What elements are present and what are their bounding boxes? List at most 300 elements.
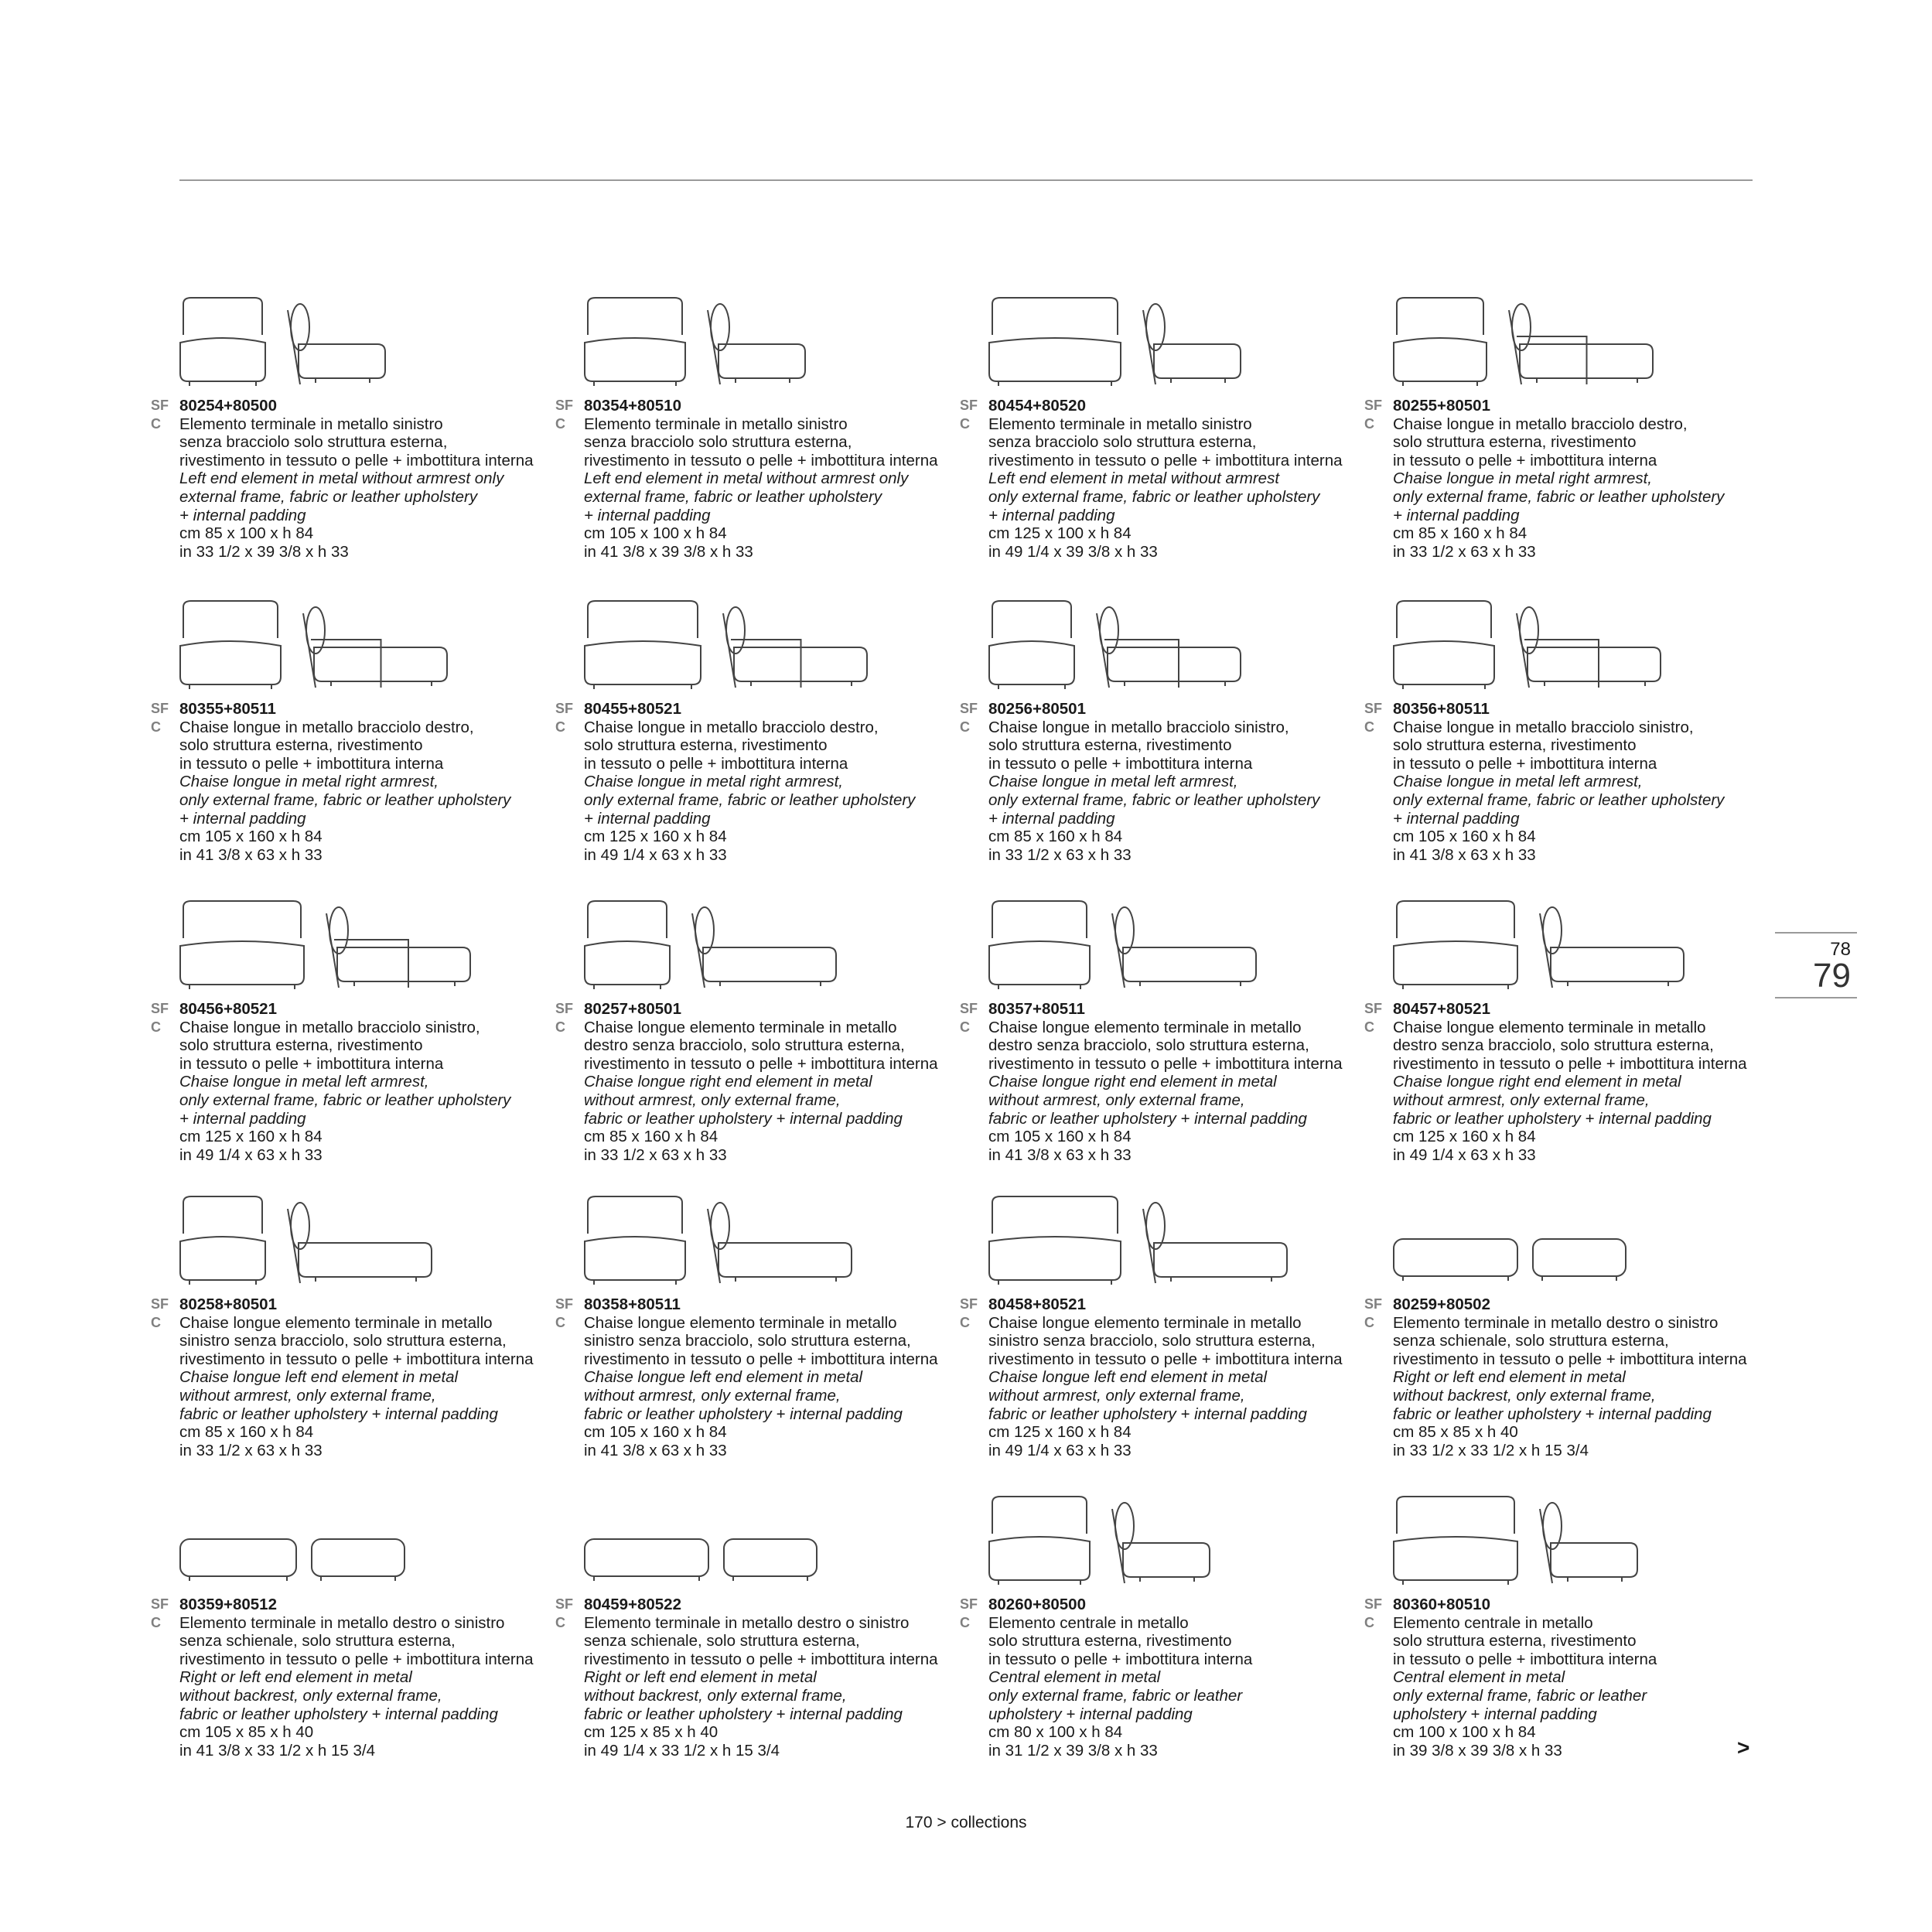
product-item bbox=[960, 589, 1362, 864]
c-label: C bbox=[960, 1019, 970, 1035]
description-italian: rivestimento in tessuto o pelle + imbottitura interna bbox=[1393, 1054, 1747, 1073]
description-italian: sinistro senza bracciolo, solo struttura esterna, bbox=[584, 1332, 911, 1350]
description-italian: Chaise longue in metallo bracciolo sinistro, bbox=[988, 718, 1289, 736]
product-drawing bbox=[151, 286, 553, 391]
c-label: C bbox=[555, 1315, 565, 1330]
description-italian: senza bracciolo solo struttura esterna, bbox=[584, 433, 852, 452]
description-italian: in tessuto o pelle + imbottitura interna bbox=[179, 754, 444, 773]
sf-label: SF bbox=[151, 1296, 169, 1312]
product-line-drawing bbox=[555, 889, 880, 994]
product-code: 80356+80511 bbox=[1393, 700, 1490, 718]
product-item bbox=[960, 286, 1362, 561]
description-english: only external frame, fabric or leather bbox=[1393, 1686, 1647, 1705]
description-english: without armrest, only external frame, bbox=[584, 1091, 841, 1109]
product-line-drawing bbox=[960, 889, 1285, 994]
product-code: 80358+80511 bbox=[584, 1295, 681, 1313]
description-english: fabric or leather upholstery + internal padding bbox=[988, 1405, 1307, 1423]
product-code: 80255+80501 bbox=[1393, 397, 1490, 415]
dimensions: cm 85 x 160 x h 84 bbox=[179, 1423, 314, 1442]
description-italian: Chaise longue elemento terminale in metallo bbox=[179, 1313, 493, 1332]
c-label: C bbox=[1364, 416, 1374, 432]
description-english: + internal padding bbox=[1393, 809, 1520, 828]
dimensions: in 39 3/8 x 39 3/8 x h 33 bbox=[1393, 1741, 1562, 1760]
description-italian: rivestimento in tessuto o pelle + imbottitura interna bbox=[179, 1650, 534, 1668]
description-italian: Chaise longue elemento terminale in metallo bbox=[1393, 1018, 1706, 1036]
c-label: C bbox=[1364, 1019, 1374, 1035]
product-description bbox=[960, 1596, 1362, 1760]
description-english: fabric or leather upholstery + internal padding bbox=[179, 1705, 498, 1723]
description-italian: in tessuto o pelle + imbottitura interna bbox=[1393, 754, 1657, 773]
description-english: fabric or leather upholstery + internal padding bbox=[988, 1109, 1307, 1128]
description-english: Chaise longue right end element in metal bbox=[988, 1073, 1277, 1091]
c-label: C bbox=[151, 416, 161, 432]
dimensions: in 41 3/8 x 39 3/8 x h 33 bbox=[584, 542, 753, 561]
product-description bbox=[1364, 1596, 1766, 1760]
c-label: C bbox=[151, 1615, 161, 1630]
dimensions: in 33 1/2 x 63 x h 33 bbox=[179, 1441, 323, 1459]
description-english: Chaise longue in metal right armrest, bbox=[179, 773, 439, 791]
description-english: only external frame, fabric or leather upholstery bbox=[988, 790, 1320, 809]
dimensions: cm 125 x 100 x h 84 bbox=[988, 524, 1132, 543]
description-italian: rivestimento in tessuto o pelle + imbottitura interna bbox=[584, 451, 938, 469]
product-item bbox=[960, 889, 1362, 1164]
description-english: fabric or leather upholstery + internal padding bbox=[179, 1405, 498, 1423]
product-line-drawing bbox=[151, 286, 476, 391]
description-english: Chaise longue right end element in metal bbox=[584, 1073, 872, 1091]
dimensions: cm 105 x 160 x h 84 bbox=[1393, 828, 1536, 846]
description-english: fabric or leather upholstery + internal padding bbox=[1393, 1405, 1712, 1423]
description-italian: rivestimento in tessuto o pelle + imbottitura interna bbox=[584, 1650, 938, 1668]
dimensions: in 41 3/8 x 63 x h 33 bbox=[179, 845, 323, 864]
description-english: only external frame, fabric or leather upholstery bbox=[1393, 790, 1725, 809]
page-number-rule-top bbox=[1775, 932, 1857, 934]
description-italian: solo struttura esterna, rivestimento bbox=[988, 736, 1232, 755]
description-english: Right or left end element in metal bbox=[179, 1668, 412, 1687]
description-italian: rivestimento in tessuto o pelle + imbottitura interna bbox=[179, 1350, 534, 1368]
description-english: Chaise longue in metal left armrest, bbox=[1393, 773, 1643, 791]
sf-label: SF bbox=[960, 1001, 978, 1016]
dimensions: cm 105 x 160 x h 84 bbox=[584, 1423, 727, 1442]
sf-label: SF bbox=[151, 701, 169, 716]
description-english: fabric or leather upholstery + internal padding bbox=[584, 1405, 903, 1423]
description-italian: Elemento centrale in metallo bbox=[1393, 1613, 1593, 1632]
product-line-drawing bbox=[1364, 1185, 1689, 1289]
product-description bbox=[151, 1000, 553, 1164]
product-item bbox=[1364, 589, 1766, 864]
dimensions: cm 85 x 160 x h 84 bbox=[988, 828, 1123, 846]
c-label: C bbox=[1364, 1315, 1374, 1330]
product-description bbox=[1364, 397, 1766, 561]
description-italian: Chaise longue in metallo bracciolo destro, bbox=[1393, 415, 1688, 433]
sf-label: SF bbox=[1364, 398, 1383, 413]
description-italian: solo struttura esterna, rivestimento bbox=[584, 736, 828, 755]
description-italian: in tessuto o pelle + imbottitura interna bbox=[1393, 1650, 1657, 1668]
dimensions: in 33 1/2 x 63 x h 33 bbox=[1393, 542, 1536, 561]
c-label: C bbox=[151, 719, 161, 735]
page-number-right: 79 bbox=[1813, 957, 1851, 995]
product-drawing bbox=[151, 589, 553, 694]
sf-label: SF bbox=[1364, 1296, 1383, 1312]
product-line-drawing bbox=[555, 589, 880, 694]
product-description bbox=[555, 397, 957, 561]
product-description bbox=[1364, 1295, 1766, 1459]
description-italian: rivestimento in tessuto o pelle + imbottitura interna bbox=[584, 1054, 938, 1073]
top-divider bbox=[179, 179, 1753, 181]
product-item bbox=[151, 1185, 553, 1459]
description-english: Right or left end element in metal bbox=[1393, 1368, 1626, 1387]
product-drawing bbox=[555, 589, 957, 694]
description-english: Chaise longue in metal left armrest, bbox=[179, 1073, 429, 1091]
description-english: upholstery + internal padding bbox=[1393, 1705, 1597, 1723]
description-english: external frame, fabric or leather upholstery bbox=[584, 487, 882, 506]
c-label: C bbox=[151, 1315, 161, 1330]
product-line-drawing bbox=[555, 1485, 880, 1589]
page-number-rule-bottom bbox=[1775, 997, 1857, 998]
product-item bbox=[151, 889, 553, 1164]
description-italian: rivestimento in tessuto o pelle + imbottitura interna bbox=[988, 451, 1343, 469]
description-italian: senza schienale, solo struttura esterna, bbox=[179, 1632, 456, 1650]
product-line-drawing bbox=[1364, 1485, 1689, 1589]
product-code: 80355+80511 bbox=[179, 700, 276, 718]
product-line-drawing bbox=[960, 1185, 1285, 1289]
product-line-drawing bbox=[1364, 589, 1689, 694]
description-italian: in tessuto o pelle + imbottitura interna bbox=[988, 1650, 1253, 1668]
product-drawing bbox=[1364, 1185, 1766, 1289]
description-italian: Elemento terminale in metallo destro o sinistro bbox=[179, 1613, 505, 1632]
page-number-left: 78 bbox=[1830, 939, 1851, 960]
product-item bbox=[1364, 1185, 1766, 1459]
description-english: Chaise longue right end element in metal bbox=[1393, 1073, 1681, 1091]
product-drawing bbox=[960, 889, 1362, 994]
c-label: C bbox=[151, 1019, 161, 1035]
product-drawing bbox=[1364, 286, 1766, 391]
description-italian: solo struttura esterna, rivestimento bbox=[1393, 433, 1637, 452]
product-code: 80259+80502 bbox=[1393, 1295, 1490, 1313]
product-code: 80254+80500 bbox=[179, 397, 277, 415]
description-italian: Chaise longue elemento terminale in metallo bbox=[988, 1018, 1302, 1036]
dimensions: cm 100 x 100 x h 84 bbox=[1393, 1723, 1536, 1742]
description-english: Left end element in metal without armrest only bbox=[584, 469, 909, 488]
description-italian: sinistro senza bracciolo, solo struttura esterna, bbox=[179, 1332, 507, 1350]
description-italian: senza bracciolo solo struttura esterna, bbox=[988, 433, 1257, 452]
product-line-drawing bbox=[555, 286, 880, 391]
description-italian: senza bracciolo solo struttura esterna, bbox=[179, 433, 448, 452]
product-description bbox=[151, 1295, 553, 1459]
description-italian: Chaise longue elemento terminale in metallo bbox=[988, 1313, 1302, 1332]
dimensions: in 41 3/8 x 33 1/2 x h 15 3/4 bbox=[179, 1741, 376, 1760]
product-line-drawing bbox=[151, 889, 476, 994]
description-english: + internal padding bbox=[1393, 506, 1520, 524]
description-english: Central element in metal bbox=[1393, 1668, 1565, 1687]
dimensions: in 49 1/4 x 39 3/8 x h 33 bbox=[988, 542, 1158, 561]
sf-label: SF bbox=[555, 398, 574, 413]
product-drawing bbox=[555, 286, 957, 391]
description-english: + internal padding bbox=[584, 809, 711, 828]
description-italian: destro senza bracciolo, solo struttura esterna, bbox=[988, 1036, 1309, 1055]
product-item bbox=[1364, 286, 1766, 561]
description-italian: solo struttura esterna, rivestimento bbox=[179, 1036, 423, 1055]
product-description bbox=[960, 1295, 1362, 1459]
product-drawing bbox=[960, 286, 1362, 391]
c-label: C bbox=[555, 1019, 565, 1035]
description-english: fabric or leather upholstery + internal padding bbox=[584, 1705, 903, 1723]
description-english: + internal padding bbox=[179, 1109, 306, 1128]
description-english: without armrest, only external frame, bbox=[179, 1386, 436, 1405]
description-english: + internal padding bbox=[179, 809, 306, 828]
description-italian: senza schienale, solo struttura esterna, bbox=[584, 1632, 860, 1650]
c-label: C bbox=[960, 416, 970, 432]
dimensions: in 49 1/4 x 63 x h 33 bbox=[179, 1145, 323, 1164]
c-label: C bbox=[555, 1615, 565, 1630]
description-english: fabric or leather upholstery + internal padding bbox=[1393, 1109, 1712, 1128]
description-italian: solo struttura esterna, rivestimento bbox=[988, 1632, 1232, 1650]
product-item bbox=[555, 286, 957, 561]
dimensions: in 33 1/2 x 33 1/2 x h 15 3/4 bbox=[1393, 1441, 1589, 1459]
product-line-drawing bbox=[1364, 889, 1689, 994]
product-drawing bbox=[1364, 589, 1766, 694]
product-code: 80456+80521 bbox=[179, 1000, 277, 1018]
description-english: only external frame, fabric or leather upholstery bbox=[584, 790, 916, 809]
description-english: Chaise longue in metal left armrest, bbox=[988, 773, 1238, 791]
description-italian: senza schienale, solo struttura esterna, bbox=[1393, 1332, 1669, 1350]
description-english: upholstery + internal padding bbox=[988, 1705, 1193, 1723]
dimensions: cm 125 x 160 x h 84 bbox=[179, 1128, 323, 1146]
description-italian: Chaise longue in metallo bracciolo destro, bbox=[179, 718, 474, 736]
sf-label: SF bbox=[960, 701, 978, 716]
product-drawing bbox=[555, 1485, 957, 1589]
description-italian: solo struttura esterna, rivestimento bbox=[1393, 1632, 1637, 1650]
description-italian: Elemento terminale in metallo sinistro bbox=[584, 415, 848, 433]
product-description bbox=[1364, 700, 1766, 864]
description-italian: Elemento centrale in metallo bbox=[988, 1613, 1189, 1632]
product-drawing bbox=[555, 889, 957, 994]
description-italian: Chaise longue in metallo bracciolo sinistro, bbox=[179, 1018, 480, 1036]
dimensions: in 41 3/8 x 63 x h 33 bbox=[584, 1441, 727, 1459]
description-english: only external frame, fabric or leather upholstery bbox=[1393, 487, 1725, 506]
product-code: 80455+80521 bbox=[584, 700, 681, 718]
dimensions: in 33 1/2 x 63 x h 33 bbox=[988, 845, 1132, 864]
product-drawing bbox=[151, 1485, 553, 1589]
dimensions: cm 105 x 100 x h 84 bbox=[584, 524, 727, 543]
product-drawing bbox=[151, 889, 553, 994]
description-italian: Elemento terminale in metallo sinistro bbox=[179, 415, 443, 433]
description-english: + internal padding bbox=[988, 506, 1115, 524]
description-italian: rivestimento in tessuto o pelle + imbottitura interna bbox=[179, 451, 534, 469]
description-italian: Chaise longue elemento terminale in metallo bbox=[584, 1018, 897, 1036]
description-italian: rivestimento in tessuto o pelle + imbottitura interna bbox=[988, 1350, 1343, 1368]
description-italian: destro senza bracciolo, solo struttura esterna, bbox=[584, 1036, 905, 1055]
product-code: 80357+80511 bbox=[988, 1000, 1085, 1018]
description-italian: rivestimento in tessuto o pelle + imbottitura interna bbox=[584, 1350, 938, 1368]
description-english: only external frame, fabric or leather bbox=[988, 1686, 1243, 1705]
next-page-arrow[interactable]: > bbox=[1737, 1736, 1750, 1760]
product-line-drawing bbox=[555, 1185, 880, 1289]
description-english: fabric or leather upholstery + internal padding bbox=[584, 1109, 903, 1128]
description-english: only external frame, fabric or leather upholstery bbox=[179, 1091, 511, 1109]
c-label: C bbox=[960, 1615, 970, 1630]
description-italian: Chaise longue elemento terminale in metallo bbox=[584, 1313, 897, 1332]
product-description bbox=[151, 1596, 553, 1760]
product-description bbox=[555, 700, 957, 864]
page-footer: 170 > collections bbox=[905, 1814, 1027, 1831]
description-english: without armrest, only external frame, bbox=[584, 1386, 841, 1405]
dimensions: cm 85 x 160 x h 84 bbox=[1393, 524, 1528, 543]
product-code: 80360+80510 bbox=[1393, 1596, 1490, 1613]
product-code: 80260+80500 bbox=[988, 1596, 1086, 1613]
dimensions: cm 85 x 160 x h 84 bbox=[584, 1128, 719, 1146]
product-drawing bbox=[960, 1485, 1362, 1589]
description-english: without backrest, only external frame, bbox=[1393, 1386, 1656, 1405]
description-english: Chaise longue left end element in metal bbox=[179, 1368, 459, 1387]
sf-label: SF bbox=[1364, 701, 1383, 716]
product-description bbox=[151, 397, 553, 561]
product-line-drawing bbox=[960, 1485, 1285, 1589]
c-label: C bbox=[960, 719, 970, 735]
dimensions: cm 85 x 85 x h 40 bbox=[1393, 1423, 1518, 1442]
description-english: Chaise longue left end element in metal bbox=[988, 1368, 1268, 1387]
product-code: 80454+80520 bbox=[988, 397, 1086, 415]
dimensions: cm 85 x 100 x h 84 bbox=[179, 524, 314, 543]
product-item bbox=[555, 1485, 957, 1760]
description-english: only external frame, fabric or leather upholstery bbox=[988, 487, 1320, 506]
product-line-drawing bbox=[1364, 286, 1689, 391]
description-italian: solo struttura esterna, rivestimento bbox=[179, 736, 423, 755]
product-item bbox=[555, 889, 957, 1164]
product-code: 80354+80510 bbox=[584, 397, 681, 415]
description-english: without armrest, only external frame, bbox=[1393, 1091, 1650, 1109]
description-italian: Chaise longue in metallo bracciolo sinistro, bbox=[1393, 718, 1694, 736]
c-label: C bbox=[1364, 1615, 1374, 1630]
dimensions: in 33 1/2 x 39 3/8 x h 33 bbox=[179, 542, 349, 561]
page-number-block bbox=[1775, 932, 1857, 998]
description-italian: Chaise longue in metallo bracciolo destro, bbox=[584, 718, 879, 736]
product-item bbox=[960, 1185, 1362, 1459]
product-line-drawing bbox=[960, 589, 1285, 694]
product-line-drawing bbox=[151, 1185, 476, 1289]
dimensions: cm 105 x 160 x h 84 bbox=[179, 828, 323, 846]
description-english: external frame, fabric or leather upholstery bbox=[179, 487, 478, 506]
dimensions: cm 125 x 160 x h 84 bbox=[1393, 1128, 1536, 1146]
product-item bbox=[555, 589, 957, 864]
description-english: Right or left end element in metal bbox=[584, 1668, 817, 1687]
product-code: 80459+80522 bbox=[584, 1596, 681, 1613]
product-drawing bbox=[555, 1185, 957, 1289]
product-description bbox=[960, 700, 1362, 864]
sf-label: SF bbox=[1364, 1001, 1383, 1016]
product-code: 80458+80521 bbox=[988, 1295, 1086, 1313]
dimensions: cm 105 x 85 x h 40 bbox=[179, 1723, 314, 1742]
dimensions: cm 125 x 160 x h 84 bbox=[988, 1423, 1132, 1442]
c-label: C bbox=[555, 719, 565, 735]
product-code: 80257+80501 bbox=[584, 1000, 681, 1018]
product-line-drawing bbox=[151, 1485, 476, 1589]
description-english: Chaise longue left end element in metal bbox=[584, 1368, 863, 1387]
product-description bbox=[555, 1295, 957, 1459]
description-italian: in tessuto o pelle + imbottitura interna bbox=[1393, 451, 1657, 469]
description-italian: rivestimento in tessuto o pelle + imbottitura interna bbox=[1393, 1350, 1747, 1368]
sf-label: SF bbox=[555, 1296, 574, 1312]
product-item bbox=[960, 1485, 1362, 1760]
sf-label: SF bbox=[151, 398, 169, 413]
dimensions: in 31 1/2 x 39 3/8 x h 33 bbox=[988, 1741, 1158, 1760]
description-italian: sinistro senza bracciolo, solo struttura esterna, bbox=[988, 1332, 1316, 1350]
sf-label: SF bbox=[151, 1596, 169, 1612]
description-italian: Elemento terminale in metallo sinistro bbox=[988, 415, 1252, 433]
description-english: without backrest, only external frame, bbox=[179, 1686, 442, 1705]
description-italian: rivestimento in tessuto o pelle + imbottitura interna bbox=[988, 1054, 1343, 1073]
description-english: without armrest, only external frame, bbox=[988, 1091, 1245, 1109]
product-drawing bbox=[1364, 889, 1766, 994]
sf-label: SF bbox=[1364, 1596, 1383, 1612]
product-drawing bbox=[151, 1185, 553, 1289]
sf-label: SF bbox=[960, 1596, 978, 1612]
description-italian: Elemento terminale in metallo destro o sinistro bbox=[584, 1613, 910, 1632]
dimensions: in 33 1/2 x 63 x h 33 bbox=[584, 1145, 727, 1164]
dimensions: in 49 1/4 x 63 x h 33 bbox=[1393, 1145, 1536, 1164]
description-english: Chaise longue in metal right armrest, bbox=[1393, 469, 1652, 488]
c-label: C bbox=[960, 1315, 970, 1330]
description-english: + internal padding bbox=[584, 506, 711, 524]
dimensions: in 49 1/4 x 33 1/2 x h 15 3/4 bbox=[584, 1741, 780, 1760]
sf-label: SF bbox=[960, 398, 978, 413]
dimensions: in 41 3/8 x 63 x h 33 bbox=[988, 1145, 1132, 1164]
description-english: without armrest, only external frame, bbox=[988, 1386, 1245, 1405]
dimensions: in 49 1/4 x 63 x h 33 bbox=[988, 1441, 1132, 1459]
product-code: 80359+80512 bbox=[179, 1596, 277, 1613]
c-label: C bbox=[555, 416, 565, 432]
product-drawing bbox=[960, 1185, 1362, 1289]
sf-label: SF bbox=[555, 1596, 574, 1612]
description-english: Left end element in metal without armrest bbox=[988, 469, 1280, 488]
dimensions: in 41 3/8 x 63 x h 33 bbox=[1393, 845, 1536, 864]
product-description bbox=[151, 700, 553, 864]
product-description bbox=[1364, 1000, 1766, 1164]
product-code: 80258+80501 bbox=[179, 1295, 277, 1313]
description-english: without backrest, only external frame, bbox=[584, 1686, 847, 1705]
product-item bbox=[555, 1185, 957, 1459]
sf-label: SF bbox=[555, 1001, 574, 1016]
product-item bbox=[151, 286, 553, 561]
dimensions: cm 125 x 85 x h 40 bbox=[584, 1723, 719, 1742]
dimensions: cm 105 x 160 x h 84 bbox=[988, 1128, 1132, 1146]
description-english: + internal padding bbox=[988, 809, 1115, 828]
description-english: Central element in metal bbox=[988, 1668, 1161, 1687]
product-description bbox=[960, 397, 1362, 561]
description-italian: Elemento terminale in metallo destro o sinistro bbox=[1393, 1313, 1719, 1332]
dimensions: in 49 1/4 x 63 x h 33 bbox=[584, 845, 727, 864]
description-english: Chaise longue in metal right armrest, bbox=[584, 773, 843, 791]
product-description bbox=[555, 1596, 957, 1760]
description-italian: in tessuto o pelle + imbottitura interna bbox=[584, 754, 848, 773]
description-italian: solo struttura esterna, rivestimento bbox=[1393, 736, 1637, 755]
product-item bbox=[1364, 889, 1766, 1164]
product-item bbox=[1364, 1485, 1766, 1760]
description-italian: in tessuto o pelle + imbottitura interna bbox=[988, 754, 1253, 773]
product-description bbox=[555, 1000, 957, 1164]
product-item bbox=[151, 589, 553, 864]
product-description bbox=[960, 1000, 1362, 1164]
sf-label: SF bbox=[960, 1296, 978, 1312]
product-line-drawing bbox=[960, 286, 1285, 391]
description-english: Left end element in metal without armrest only bbox=[179, 469, 504, 488]
description-english: only external frame, fabric or leather upholstery bbox=[179, 790, 511, 809]
product-line-drawing bbox=[151, 589, 476, 694]
product-code: 80457+80521 bbox=[1393, 1000, 1490, 1018]
product-drawing bbox=[960, 589, 1362, 694]
description-italian: in tessuto o pelle + imbottitura interna bbox=[179, 1054, 444, 1073]
sf-label: SF bbox=[151, 1001, 169, 1016]
dimensions: cm 80 x 100 x h 84 bbox=[988, 1723, 1123, 1742]
